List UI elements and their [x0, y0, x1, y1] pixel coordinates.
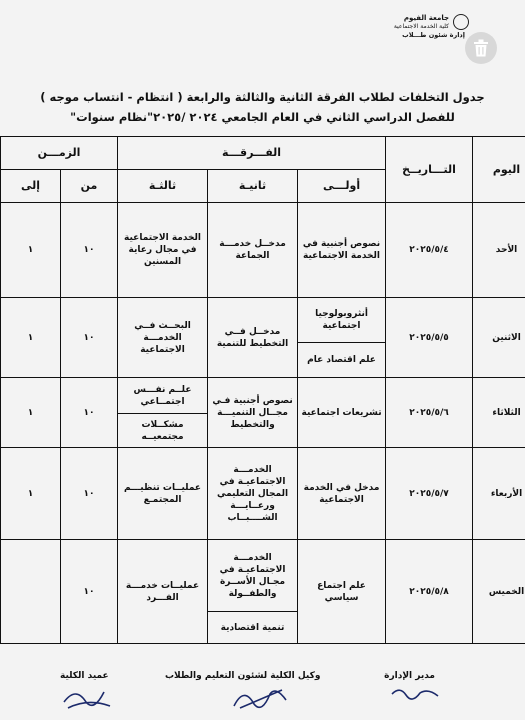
- row-to: [1, 540, 61, 644]
- row-to: ١: [1, 448, 61, 540]
- row-day: الأربعاء: [473, 448, 525, 540]
- row-first-subject: تشريعات اجتماعية: [298, 378, 386, 448]
- table-row: [1, 378, 525, 414]
- vice-dean-signature: [230, 684, 290, 714]
- row-day: الثلاثاء: [473, 378, 525, 448]
- row-to: ١: [1, 298, 61, 378]
- director-signature: [390, 684, 440, 704]
- schedule-table: [0, 136, 525, 644]
- row-first-subject: نصوص أجنبية في الخدمة الاجتماعية: [298, 203, 386, 298]
- header-third: ثالثـة: [118, 170, 208, 203]
- header-year-group: الفـــرقـــة: [118, 137, 386, 170]
- logo-department: إدارة شئون طـــلاب: [402, 31, 465, 39]
- header-day: اليوم: [473, 137, 525, 203]
- row-first-subject: مدخل في الخدمة الاجتماعية: [298, 448, 386, 540]
- document-subtitle: للفصل الدراسي الثاني في العام الجامعي ٢٠٢٤ /٢٠٢٥"نظام سنوات": [70, 110, 455, 124]
- row-day: الاثنين: [473, 298, 525, 378]
- row-first-subject: علم اقتصاد عام: [298, 343, 386, 378]
- dean-label: عميد الكلية: [60, 671, 109, 681]
- row-from: ١٠: [61, 540, 118, 644]
- header-second: ثانيـة: [208, 170, 298, 203]
- row-third-subject: علــم نفـــس اجتمــاعي: [118, 378, 208, 414]
- row-from: ١٠: [61, 448, 118, 540]
- header-to: إلى: [1, 170, 61, 203]
- row-second-subject: الخدمـــة الاجتماعيـة في المجال التعليمي ورعــايـــة الشــــبــاب: [208, 448, 298, 540]
- university-seal-icon: [453, 14, 469, 30]
- dean-signature: [60, 684, 115, 714]
- row-first-subject: أنثروبولوجيا اجتماعية: [298, 298, 386, 343]
- row-to: ١: [1, 203, 61, 298]
- header-date: التـــاريــخ: [386, 137, 473, 203]
- header-from: من: [61, 170, 118, 203]
- table-row: [1, 203, 525, 298]
- row-third-subject: عمليــات تنظيـــم المجتمـع: [118, 448, 208, 540]
- vice-dean-label: وكيل الكلية لشئون التعليم والطلاب: [165, 671, 321, 681]
- row-second-subject: نصوص أجنبية فـي مجــال التنميـــة والتخطيط: [208, 378, 298, 448]
- header-first: أولـــى: [298, 170, 386, 203]
- row-third-subject: عمليــات خدمـــة الفـــرد: [118, 540, 208, 644]
- row-day: الخميس: [473, 540, 525, 644]
- document-title: جدول التخلفات لطلاب الفرقة الثانية والثالثة والرابعة ( انتظام - انتساب موجه ): [40, 90, 485, 104]
- row-second-subject: الخدمـــة الاجتماعيـة في مجـال الأســرة والطفــولة: [208, 540, 298, 612]
- row-from: ١٠: [61, 298, 118, 378]
- row-first-subject: علم اجتماع سياسي: [298, 540, 386, 644]
- logo-university: جامعة الفيوم: [403, 14, 449, 22]
- table-row: [1, 540, 525, 612]
- row-date: ٢٠٢٥/٥/٥: [386, 298, 473, 378]
- table-row: [1, 448, 525, 540]
- row-third-subject: الخدمة الاجتماعية في مجال رعاية المسنين: [118, 203, 208, 298]
- row-date: ٢٠٢٥/٥/٦: [386, 378, 473, 448]
- logo-faculty: كلية الخدمة الاجتماعية: [393, 23, 449, 30]
- row-from: ١٠: [61, 378, 118, 448]
- trash-icon: [473, 39, 489, 57]
- row-third-subject: البحــث فــي الخدمـــة الاجتماعية: [118, 298, 208, 378]
- row-date: ٢٠٢٥/٥/٧: [386, 448, 473, 540]
- row-date: ٢٠٢٥/٥/٤: [386, 203, 473, 298]
- row-second-subject: تنمية اقتصادية: [208, 612, 298, 644]
- director-label: مدير الإدارة: [384, 671, 435, 681]
- table-row: [1, 298, 525, 343]
- row-date: ٢٠٢٥/٥/٨: [386, 540, 473, 644]
- row-from: ١٠: [61, 203, 118, 298]
- row-second-subject: مدخــل فــي التخطيط للتنمية: [208, 298, 298, 378]
- row-second-subject: مدخــل خدمـــة الجماعة: [208, 203, 298, 298]
- university-logo: [395, 14, 465, 40]
- row-day: الأحد: [473, 203, 525, 298]
- row-to: ١: [1, 378, 61, 448]
- trash-button[interactable]: [465, 32, 497, 64]
- header-time: الزمـــن: [1, 137, 118, 170]
- row-third-subject: مشكــلات مجتمعيــه: [118, 414, 208, 448]
